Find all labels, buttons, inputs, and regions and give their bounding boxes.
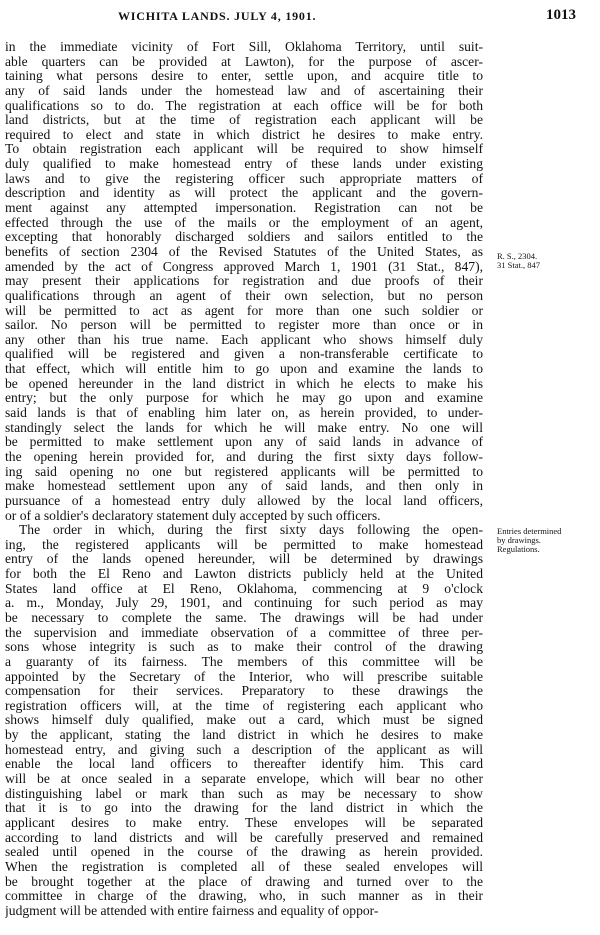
text-line: be permitted to make settlement upon any of said lands in advance of	[5, 435, 483, 450]
text-line: laws and to give the registering officer such appropriate matters of	[5, 171, 483, 186]
text-line: taining what persons desire to enter, settle upon, and acquire title to	[5, 69, 483, 84]
text-line: compensation for their services. Preparatory to these drawings the	[5, 684, 483, 699]
text-line: required to elect and state in which district he desires to make entry.	[5, 127, 483, 142]
text-line: for both the El Reno and Lawton districts publicly held at the United	[5, 567, 483, 582]
text-line: appointed by the Secretary of the Interior, who will prescribe suitable	[5, 669, 483, 684]
text-line: may present their applications for registration and due proofs of their	[5, 274, 483, 289]
text-line: shows himself duly qualified, make out a card, which must be signed	[5, 713, 483, 728]
text-line: enable the local land officers to thereafter identify him. This card	[5, 757, 483, 772]
body-text	[5, 40, 483, 918]
text-line: distinguishing label or mark than such as may be necessary to show	[5, 786, 483, 801]
text-line: make homestead settlement upon any of said lands, and then only in	[5, 479, 483, 494]
text-line: committee in charge of the drawing, who, in such manner as in their	[5, 889, 483, 904]
text-line: or of a soldier's declaratory statement duly accepted by such officers.	[5, 508, 381, 523]
text-line: sealed until opened in the course of the drawing as herein provided.	[5, 845, 483, 860]
text-line: The order in which, during the first sixty days following the open-	[19, 523, 483, 538]
text-line: When the registration is completed all of these sealed envelopes will	[5, 859, 483, 874]
text-line: a guaranty of its fairness. The members of this committee will be	[5, 654, 483, 669]
text-line: qualifications through an agent of their own selection, but no person	[5, 288, 483, 303]
text-line: pursuance of a homestead entry duly allowed by the local land officers,	[5, 493, 483, 508]
text-line: be opened hereunder in the land district in which he elects to make his	[5, 376, 483, 391]
text-line: benefits of section 2304 of the Revised Statutes of the United States, as	[5, 244, 483, 259]
text-line: any other than his true name. Each applicant who shows himself duly	[5, 332, 483, 347]
text-line: that effect, which will entitle him to go upon and examine the lands to	[5, 362, 483, 377]
text-line: the supervision and immediate observation of a committee of three per-	[5, 625, 483, 640]
margin-note-line: Entries determined	[497, 526, 562, 536]
text-line: description and identity as will protect the applicant and the govern-	[5, 186, 483, 201]
text-line: able quarters can be provided at Lawton), for the purpose of ascer-	[5, 54, 483, 69]
text-line: amended by the act of Congress approved March 1, 1901 (31 Stat., 847),	[5, 259, 483, 274]
text-line: be brought together at the place of drawing and turned over to the	[5, 874, 483, 889]
text-line: effected through the use of the mails or the employment of an agent,	[5, 215, 483, 230]
text-line: in the immediate vicinity of Fort Sill, Oklahoma Territory, until suit-	[5, 40, 483, 54]
text-line: will be permitted to act as agent for more than one such soldier or	[5, 303, 483, 318]
text-line: To obtain registration each applicant will be required to show himself	[5, 142, 483, 157]
margin-note-statute	[497, 252, 597, 270]
text-line: ing, the registered applicants will be permitted to make homestead	[5, 537, 483, 552]
margin-note-line: R. S., 2304.	[497, 251, 538, 261]
text-line: excepting that honorably discharged soldiers and sailors entitled to the	[5, 230, 483, 245]
text-line: that it is to go into the drawing for the land district in which the	[5, 801, 483, 816]
text-line: sailor. No person will be permitted to register more than once or in	[5, 318, 483, 333]
text-line: duly qualified to make homestead entry of these lands under existing	[5, 157, 483, 172]
text-line: the opening herein provided for, and during the first sixty days follow-	[5, 449, 483, 464]
margin-note-line: by drawings.	[497, 535, 541, 545]
text-line: States land office at El Reno, Oklahoma, commencing at 9 o'clock	[5, 581, 483, 596]
running-head	[0, 7, 600, 27]
margin-note-drawings	[497, 527, 597, 554]
text-line: land districts, but at the time of registration each applicant will be	[5, 113, 483, 128]
running-head-title: WICHITA LANDS. JULY 4, 1901.	[118, 9, 317, 23]
text-line: by the applicant, stating the land district in which he desires to make	[5, 728, 483, 743]
text-line: applicant desires to make entry. These envelopes will be separated	[5, 815, 483, 830]
text-line: judgment will be attended with entire fairness and equality of oppor-	[5, 903, 379, 918]
text-line: homestead entry, and giving such a description of the applicant as will	[5, 742, 483, 757]
text-line: qualifications so to do. The registration at each office will be for both	[5, 98, 483, 113]
text-line: entry of the lands opened hereunder, will be determined by drawings	[5, 552, 483, 567]
text-line: said lands is that of enabling him later on, as herein provided, to under-	[5, 406, 483, 421]
text-line: ing said opening no one but registered applicants will be permitted to	[5, 464, 483, 479]
margin-note-line: 31 Stat., 847	[497, 260, 540, 270]
margin-note-line: Regulations.	[497, 544, 540, 554]
text-line: entry; but the only purpose for which he may go upon and examine	[5, 391, 483, 406]
text-line: ment against any attempted impersonation. Registration can not be	[5, 201, 483, 216]
text-line: standingly select the lands for which he will make entry. No one will	[5, 420, 483, 435]
text-line: registration officers will, at the time of registering each applicant who	[5, 698, 483, 713]
text-line: sons whose integrity is such as to make their control of the drawing	[5, 640, 483, 655]
text-line: any of said lands under the homestead law and of ascertaining their	[5, 83, 483, 98]
text-line: according to land districts and will be carefully preserved and remained	[5, 830, 483, 845]
page-number: 1013	[546, 7, 576, 23]
text-line: will be at once sealed in a separate envelope, which will bear no other	[5, 772, 483, 787]
text-line: qualified will be registered and given a non-transferable certificate to	[5, 347, 483, 362]
text-line: a. m., Monday, July 29, 1901, and continuing for such period as may	[5, 596, 483, 611]
text-line: be necessary to complete the same. The drawings will be had under	[5, 610, 483, 625]
